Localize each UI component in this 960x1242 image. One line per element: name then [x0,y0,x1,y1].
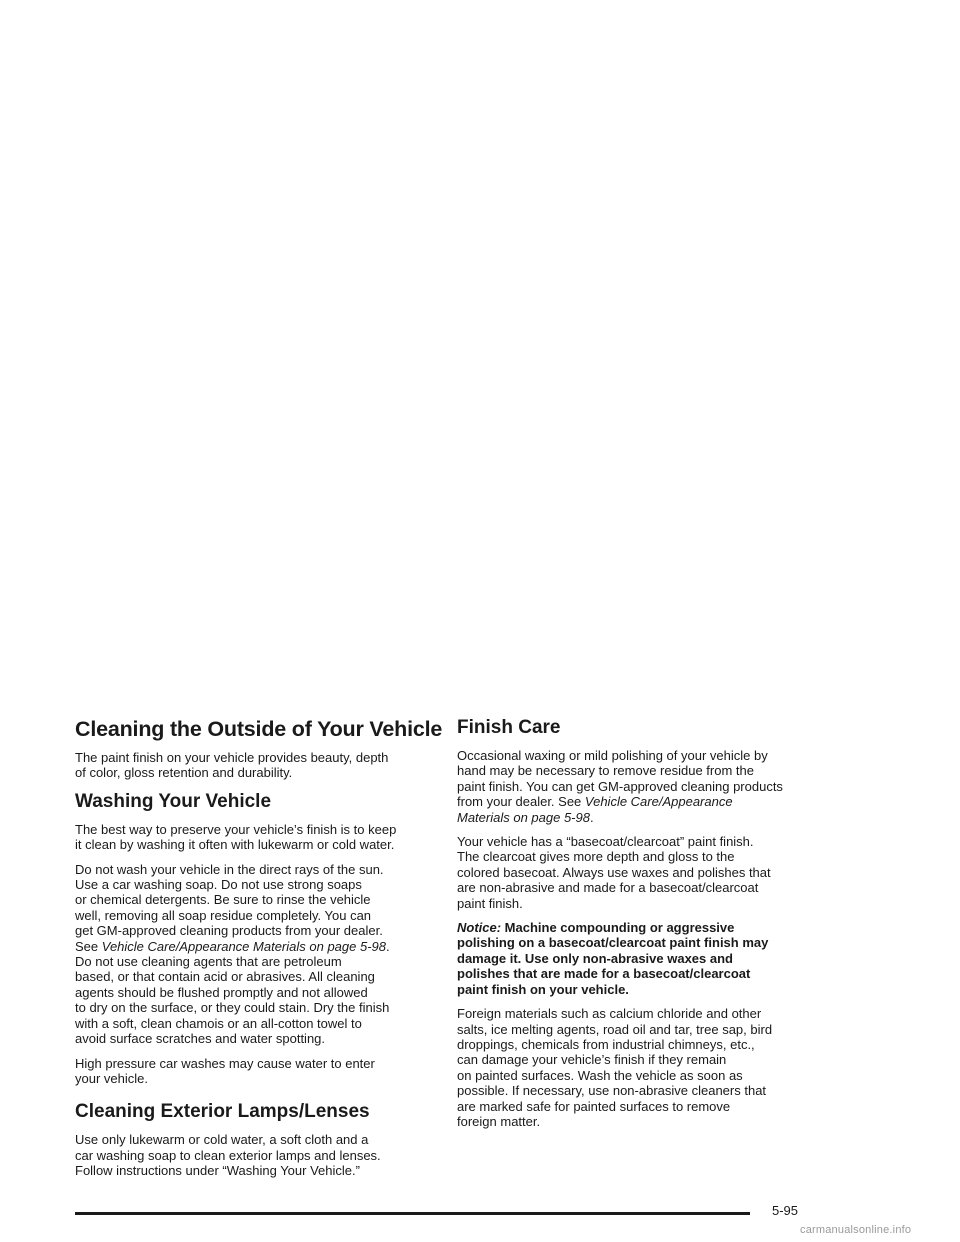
notice-label: Notice: [457,920,502,936]
page-number: 5-95 [772,1203,799,1218]
finish-care-heading: Finish Care [457,717,561,738]
intro-paragraph: The paint finish on your vehicle provides beauty, depth of color, gloss retention and durability. [75,750,389,781]
washing-paragraph-2: Do not wash your vehicle in the direct rays of the sun. Use a car washing soap. Do not use strong soaps or chemical detergents. Be sure to rinse the vehicle well, removing all soap residue completely. You can get GM-approved cleaning products from your dealer. See Vehicle Care/Appearance Materials on page 5-98. Do not use cleaning agents that are petroleum based, or that contain acid or abrasives. All cleaning agents should be flushed promptly and not allowed to dry on the surface, or they could stain. Dry the finish with a soft, clean chamois or an all-cotton towel to avoid surface scratches and water spotting. [75,861,390,1047]
page-reference-link[interactable]: Vehicle Care/Appearance Materials on page 5-98 [101,938,386,954]
page-reference-link[interactable]: Vehicle Care/Appearance Materials on page 5-98 [457,794,733,825]
section-title: Cleaning the Outside of Your Vehicle [75,717,443,741]
washing-paragraph-1: The best way to preserve your vehicle’s finish is to keep it clean by washing it often with lukewarm or cold water. [75,821,397,853]
right-column [457,716,817,1138]
finish-paragraph-2: Your vehicle has a “basecoat/clearcoat” paint finish. The clearcoat gives more depth and gloss to the colored basecoat. Always use waxes and polishes that are non-abrasive and made for a basecoat/clearcoat paint finish. [457,834,771,911]
watermark: carmanualsonline.info [800,1224,912,1236]
lamps-paragraph: Use only lukewarm or cold water, a soft cloth and a car washing soap to clean exterior lamps and lenses. Follow instructions under “Washing Your Vehicle.” [75,1132,381,1179]
left-column [75,716,443,1188]
finish-paragraph-4: Foreign materials such as calcium chloride and other salts, ice melting agents, road oil and tar, tree sap, bird droppings, chemicals from industrial chimneys, etc., can damage your vehicle’s finish if they remain on painted surfaces. Wash the vehicle as soon as possible. If necessary, use non-abrasive cleaners that are marked safe for painted surfaces to remove foreign matter. [457,1006,773,1129]
footer-rule [75,1212,750,1215]
lamps-heading: Cleaning Exterior Lamps/Lenses [75,1101,370,1123]
notice-paragraph: Notice: Machine compounding or aggressive polishing on a basecoat/clearcoat paint finish may damage it. Use only non-abrasive waxes and polishes that are made for a basecoat/clearcoat paint finish on your vehicle. [457,920,769,997]
washing-heading: Washing Your Vehicle [75,790,272,812]
washing-paragraph-3: High pressure car washes may cause water to enter your vehicle. [75,1055,375,1086]
finish-paragraph-1: Occasional waxing or mild polishing of your vehicle by hand may be necessary to remove residue from the paint finish. You can get GM-approved cleaning products from your dealer. See Vehicle Care/Appearance Materials on page 5-98. [457,748,783,825]
